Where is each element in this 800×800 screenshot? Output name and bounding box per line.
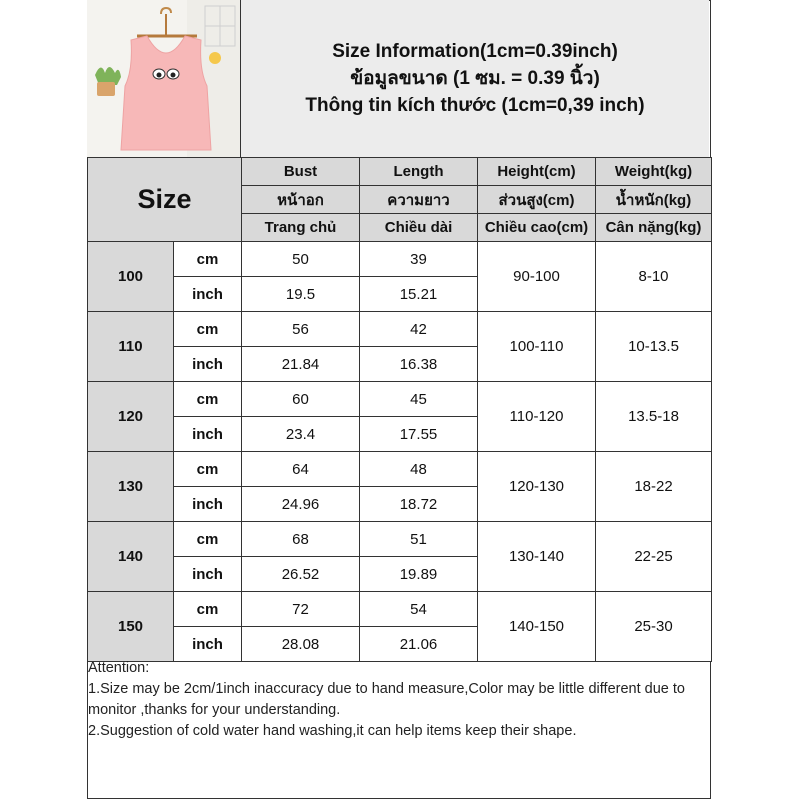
- bust-cm: 68: [242, 522, 360, 557]
- length-inch: 16.38: [360, 347, 478, 382]
- bust-cm: 60: [242, 382, 360, 417]
- unit-label-cm: cm: [174, 592, 242, 627]
- height-range: 140-150: [478, 592, 596, 662]
- unit-label-inch: inch: [174, 277, 242, 312]
- height-range: 110-120: [478, 382, 596, 452]
- length-cm: 51: [360, 522, 478, 557]
- length-inch: 17.55: [360, 417, 478, 452]
- height-range: 90-100: [478, 242, 596, 312]
- length-inch: 15.21: [360, 277, 478, 312]
- weight-range: 10-13.5: [596, 312, 712, 382]
- bust-header-en: Bust: [242, 158, 360, 186]
- height-header-en: Height(cm): [478, 158, 596, 186]
- size-chart-header: [87, 0, 711, 158]
- bust-header-th: หน้าอก: [242, 186, 360, 214]
- weight-header-th: น้ำหนัก(kg): [596, 186, 712, 214]
- table-row: [88, 522, 712, 557]
- length-header-en: Length: [360, 158, 478, 186]
- bust-inch: 24.96: [242, 487, 360, 522]
- length-cm: 48: [360, 452, 478, 487]
- table-row: [88, 592, 712, 627]
- size-information-title: [241, 0, 709, 157]
- length-cm: 45: [360, 382, 478, 417]
- unit-label-cm: cm: [174, 312, 242, 347]
- height-range: 120-130: [478, 452, 596, 522]
- length-header-vi: Chiều dài: [360, 214, 478, 242]
- height-header-vi: Chiều cao(cm): [478, 214, 596, 242]
- header-row-english: [88, 158, 712, 186]
- size-value: 140: [88, 522, 174, 592]
- unit-label-cm: cm: [174, 382, 242, 417]
- unit-label-cm: cm: [174, 452, 242, 487]
- bust-inch: 21.84: [242, 347, 360, 382]
- size-value: 130: [88, 452, 174, 522]
- unit-label-cm: cm: [174, 522, 242, 557]
- length-cm: 42: [360, 312, 478, 347]
- size-table: [87, 157, 712, 662]
- bust-inch: 19.5: [242, 277, 360, 312]
- size-value: 110: [88, 312, 174, 382]
- bust-header-vi: Trang chủ: [242, 214, 360, 242]
- weight-range: 25-30: [596, 592, 712, 662]
- unit-label-inch: inch: [174, 557, 242, 592]
- unit-label-cm: cm: [174, 242, 242, 277]
- attention-notes: [88, 658, 708, 742]
- weight-range: 13.5-18: [596, 382, 712, 452]
- unit-label-inch: inch: [174, 627, 242, 662]
- height-header-th: ส่วนสูง(cm): [478, 186, 596, 214]
- length-cm: 39: [360, 242, 478, 277]
- size-value: 100: [88, 242, 174, 312]
- height-range: 130-140: [478, 522, 596, 592]
- table-row: [88, 382, 712, 417]
- length-inch: 19.89: [360, 557, 478, 592]
- table-row: [88, 242, 712, 277]
- length-inch: 21.06: [360, 627, 478, 662]
- size-info-vietnamese: Thông tin kích thước (1cm=0,39 inch): [305, 95, 645, 116]
- size-column-header: Size: [88, 158, 242, 242]
- weight-range: 8-10: [596, 242, 712, 312]
- unit-label-inch: inch: [174, 347, 242, 382]
- bust-cm: 50: [242, 242, 360, 277]
- unit-label-inch: inch: [174, 417, 242, 452]
- size-value: 120: [88, 382, 174, 452]
- product-photo-illustration: [87, 0, 241, 157]
- bust-inch: 26.52: [242, 557, 360, 592]
- weight-range: 18-22: [596, 452, 712, 522]
- length-inch: 18.72: [360, 487, 478, 522]
- size-info-english: Size Information(1cm=0.39inch): [332, 41, 618, 62]
- weight-header-vi: Cân nặng(kg): [596, 214, 712, 242]
- attention-note-1: 1.Size may be 2cm/1inch inaccuracy due to hand measure,Color may be little different due to monitor ,thanks for your understanding.: [88, 681, 690, 718]
- size-value: 150: [88, 592, 174, 662]
- bust-cm: 64: [242, 452, 360, 487]
- unit-label-inch: inch: [174, 487, 242, 522]
- weight-header-en: Weight(kg): [596, 158, 712, 186]
- table-row: [88, 452, 712, 487]
- bust-inch: 23.4: [242, 417, 360, 452]
- attention-title: Attention:: [88, 660, 150, 676]
- height-range: 100-110: [478, 312, 596, 382]
- attention-note-2: 2.Suggestion of cold water hand washing,it can help items keep their shape.: [88, 723, 577, 739]
- weight-range: 22-25: [596, 522, 712, 592]
- length-header-th: ความยาว: [360, 186, 478, 214]
- size-info-thai: ข้อมูลขนาด (1 ซม. = 0.39 นิ้ว): [350, 68, 600, 89]
- bust-cm: 56: [242, 312, 360, 347]
- bust-inch: 28.08: [242, 627, 360, 662]
- product-photo: [87, 0, 241, 157]
- bust-cm: 72: [242, 592, 360, 627]
- length-cm: 54: [360, 592, 478, 627]
- table-row: [88, 312, 712, 347]
